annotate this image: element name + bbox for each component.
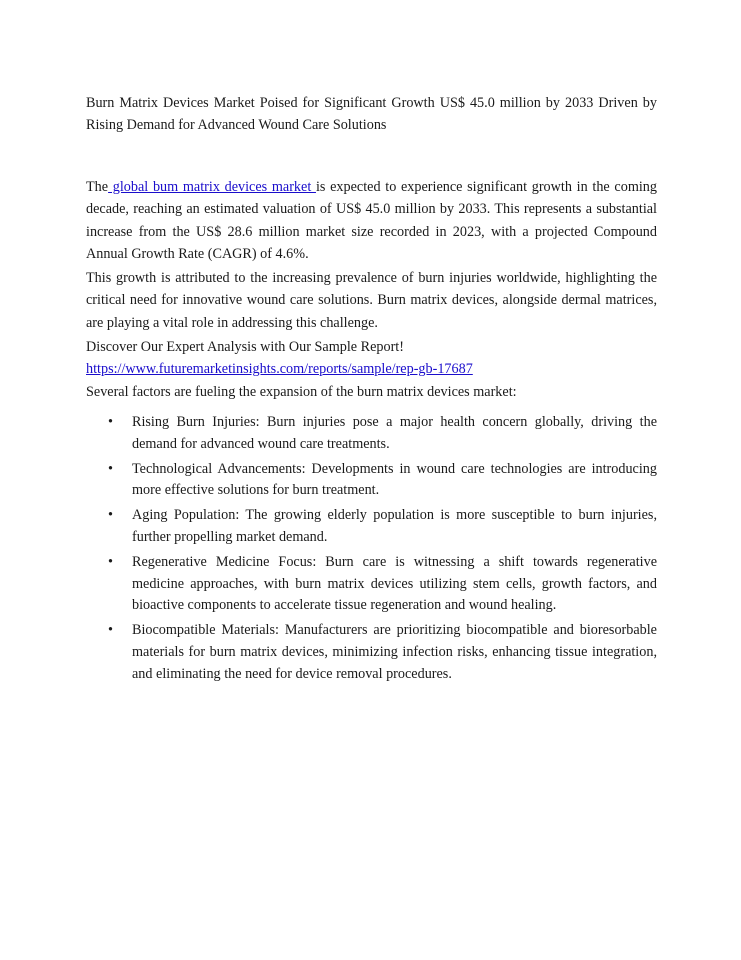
market-link[interactable]: global bum matrix devices market (108, 179, 316, 195)
factor-text: Regenerative Medicine Focus: Burn care is witnessing a shift towards regenerative medicine approaches, with burn matrix devices utilizing stem cells, growth factors, and bioactive components to accelerate tissue regeneration and wound healing. (132, 553, 657, 614)
intro-suffix: is expected to experience significant growth in the coming decade, reaching an estimated valuation of US$ 45.0 million by 2033. This represents a substantial increase from the US$ 28.6 million market size recorded in 2023, with a projected Compound Annual Growth Rate (CAGR) of 4.6%. (86, 179, 657, 262)
list-item (86, 412, 657, 456)
list-item (86, 620, 657, 685)
list-item (86, 505, 657, 549)
factors-intro: Several factors are fueling the expansion of the burn matrix devices market: (86, 383, 517, 400)
bullet-icon: • (108, 622, 113, 639)
article-body (86, 176, 657, 689)
list-item (86, 459, 657, 503)
sample-report-link[interactable]: https://www.futuremarketinsights.com/reports/sample/rep-gb-17687 (86, 361, 473, 378)
factor-text: Technological Advancements: Developments in wound care technologies are introducing more effective solutions for burn treatment. (132, 460, 657, 499)
page-title: Burn Matrix Devices Market Poised for Significant Growth US$ 45.0 million by 2033 Driven by Rising Demand for Advanced Wound Care Solutions (86, 95, 657, 133)
factor-text: Rising Burn Injuries: Burn injuries pose a major health concern globally, driving the demand for advanced wound care treatments. (132, 413, 657, 452)
sample-report-line (86, 358, 657, 380)
intro-paragraph (86, 176, 657, 265)
factor-text: Biocompatible Materials: Manufacturers are prioritizing biocompatible and bioresorbable materials for burn matrix devices, minimizing infection risks, enhancing tissue integration, and eliminating the need for device removal procedures. (132, 622, 657, 682)
bullet-icon: • (108, 413, 113, 430)
factors-list (86, 412, 657, 686)
cta-text: Discover Our Expert Analysis with Our Sample Report! (86, 339, 404, 356)
factor-text: Aging Population: The growing elderly population is more susceptible to burn injuries, further propelling market demand. (132, 507, 657, 545)
growth-paragraph: This growth is attributed to the increasing prevalence of burn injuries worldwide, highlighting the critical need for innovative wound care solutions. Burn matrix devices, alongside dermal matrices, are playing a vital role in addressing this challenge. (86, 270, 657, 331)
list-item (86, 552, 657, 617)
bullet-icon: • (108, 553, 113, 570)
bullet-icon: • (108, 460, 113, 477)
bullet-icon: • (108, 507, 113, 524)
intro-prefix: The (86, 179, 109, 195)
